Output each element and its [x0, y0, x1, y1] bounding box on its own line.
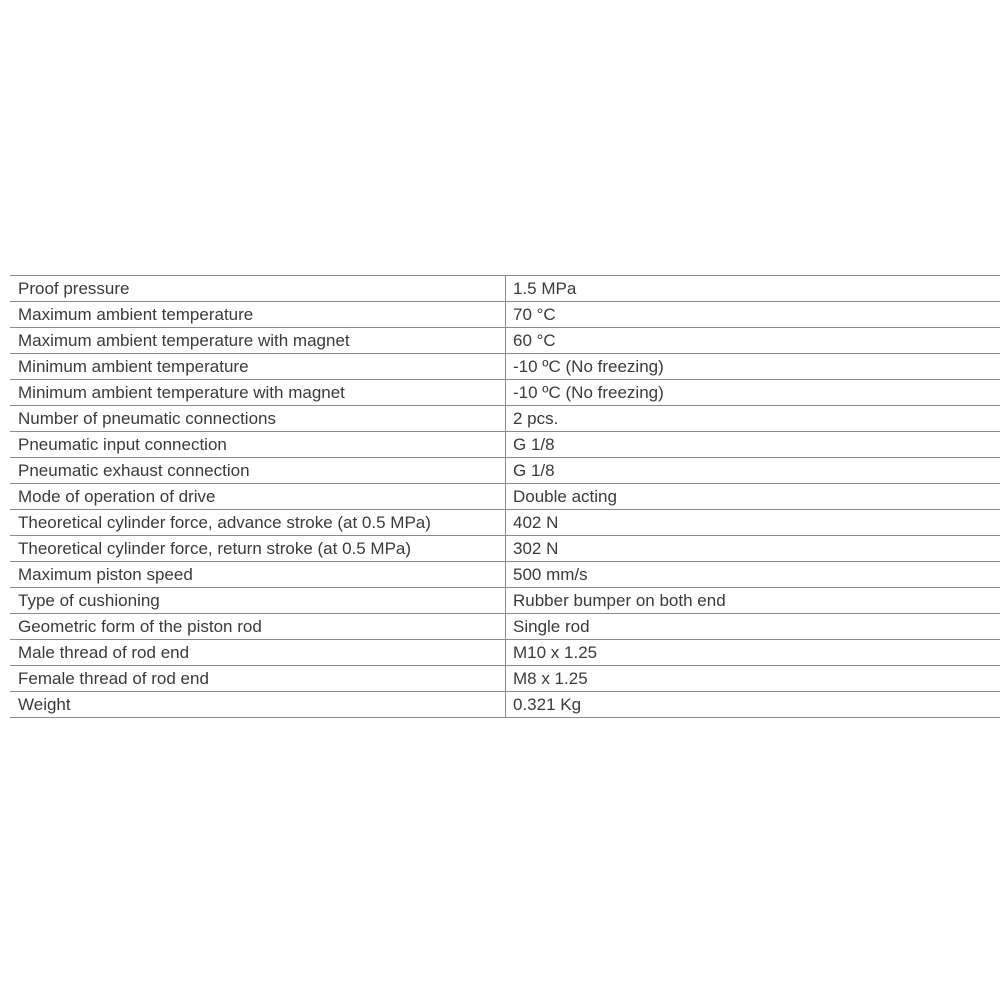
parameter-cell: Maximum ambient temperature with magnet [10, 328, 506, 354]
value-cell: G 1/8 [506, 458, 1000, 484]
value-cell: M8 x 1.25 [506, 666, 1000, 692]
parameter-cell: Pneumatic exhaust connection [10, 458, 506, 484]
value-cell: -10 ºC (No freezing) [506, 380, 1000, 406]
table-row [10, 666, 1000, 692]
table-row [10, 510, 1000, 536]
table-row [10, 302, 1000, 328]
table-row [10, 588, 1000, 614]
parameter-cell: Female thread of rod end [10, 666, 506, 692]
parameter-cell: Proof pressure [10, 276, 506, 302]
table-row [10, 276, 1000, 302]
value-cell: 302 N [506, 536, 1000, 562]
value-cell: -10 ºC (No freezing) [506, 354, 1000, 380]
parameter-cell: Weight [10, 692, 506, 718]
parameter-cell: Minimum ambient temperature with magnet [10, 380, 506, 406]
table-row [10, 406, 1000, 432]
parameter-cell: Maximum ambient temperature [10, 302, 506, 328]
table-row [10, 458, 1000, 484]
value-cell: 60 °C [506, 328, 1000, 354]
value-cell: 2 pcs. [506, 406, 1000, 432]
parameter-cell: Maximum piston speed [10, 562, 506, 588]
value-cell: M10 x 1.25 [506, 640, 1000, 666]
value-cell: G 1/8 [506, 432, 1000, 458]
table-row [10, 640, 1000, 666]
value-cell: 1.5 MPa [506, 276, 1000, 302]
table-row [10, 614, 1000, 640]
table-row [10, 380, 1000, 406]
table-row [10, 484, 1000, 510]
table-row [10, 432, 1000, 458]
value-cell: 500 mm/s [506, 562, 1000, 588]
parameter-cell: Theoretical cylinder force, return stroke (at 0.5 MPa) [10, 536, 506, 562]
parameter-cell: Number of pneumatic connections [10, 406, 506, 432]
table-row [10, 692, 1000, 718]
parameter-cell: Pneumatic input connection [10, 432, 506, 458]
parameter-cell: Male thread of rod end [10, 640, 506, 666]
parameter-cell: Theoretical cylinder force, advance stroke (at 0.5 MPa) [10, 510, 506, 536]
parameter-cell: Minimum ambient temperature [10, 354, 506, 380]
specification-table [10, 275, 1000, 718]
parameter-cell: Type of cushioning [10, 588, 506, 614]
parameter-cell: Mode of operation of drive [10, 484, 506, 510]
value-cell: Rubber bumper on both end [506, 588, 1000, 614]
value-cell: Single rod [506, 614, 1000, 640]
value-cell: 402 N [506, 510, 1000, 536]
table-row [10, 562, 1000, 588]
value-cell: 0.321 Kg [506, 692, 1000, 718]
table-row [10, 354, 1000, 380]
value-cell: Double acting [506, 484, 1000, 510]
value-cell: 70 °C [506, 302, 1000, 328]
table-row [10, 328, 1000, 354]
parameter-cell: Geometric form of the piston rod [10, 614, 506, 640]
table-row [10, 536, 1000, 562]
